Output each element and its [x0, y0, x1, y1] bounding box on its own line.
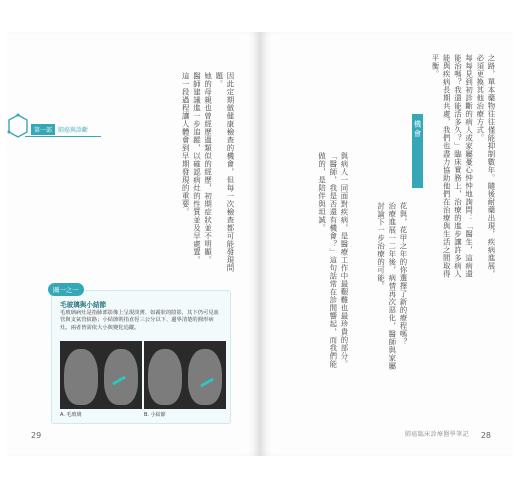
section-heading-text: 醫療兩難中的機會: [413, 120, 433, 176]
left-page: [7, 32, 260, 456]
caption-a: A. 毛玻璃: [60, 412, 82, 418]
right-body-text-1: 之路，單本藥物往往僅能抑制數年。隨後耐藥出現，疾病進展，必須更換其他治療方式。 每每見到初診斷的病人或家屬憂心忡忡地詢問：「醫生，這病還能治嗎？我還能活多久？」臨床實務上，治療的進步讓許多病人能與疾病長期共處，我們也盡力協助他們在治療與生活之間取得平衡。: [430, 54, 496, 278]
ct-image-ground-glass: [60, 341, 142, 409]
figure-title: 毛玻璃與小結節: [60, 301, 107, 309]
section-chip: 第一部: [31, 124, 55, 135]
right-body-text-2: 花與，花甲之年的你選擇了新的療程嗎？ 治療進展一二年後，病情再次惡化，醫師與家屬討論下一步治療的可能。: [376, 202, 408, 370]
figure-description: 毛玻璃病灶是指肺部影像上呈現淡薄、如霧狀的陰影，其下仍可見血管與支氣管紋路；小結節則指直徑三公分以下、邊界清楚的圓形病灶。兩者皆需依大小與變化追蹤。: [60, 310, 219, 331]
ct-image-nodule: [144, 341, 226, 409]
section-heading: [412, 114, 433, 188]
left-body-text: 因此定期做健康檢查的機會，但每一次檢查都可能發現問題。 她的母親也曾經歷過類似的經歷，初期症狀並不明顯。 醫師建議進一步追蹤，以確認病灶的性質並及早處置。 這一段過程讓人體會到早期發現的重要。: [181, 72, 235, 272]
book-spread: [7, 32, 513, 456]
page-number-left: 29: [31, 431, 42, 440]
running-footer: 肺癌臨床診療醫學筆記: [404, 431, 469, 438]
page-number-right: 28: [480, 431, 491, 440]
right-page: [260, 32, 513, 456]
figure-box: [51, 286, 231, 424]
section-tab: [25, 122, 101, 137]
figure-badge: 圖一之一: [48, 283, 84, 296]
section-title: 肺癌與診斷: [58, 126, 89, 134]
caption-b: B. 小結節: [144, 412, 166, 418]
right-body-text-3: 與病人一同面對疾病，是醫療工作中最艱難也最珍貴的部分。 「醫師，我是否還有機會？」這句話常在診間響起，而我們能做的，是陪伴與坦誠。: [317, 152, 349, 368]
